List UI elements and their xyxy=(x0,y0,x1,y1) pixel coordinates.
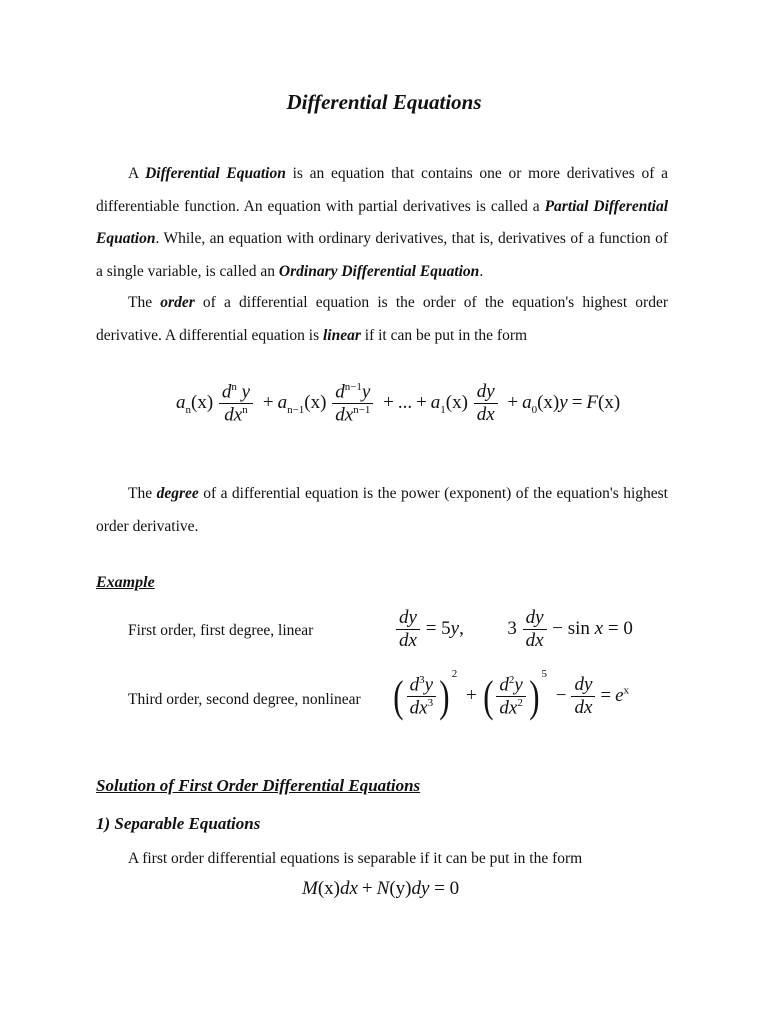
math-operator: = xyxy=(571,392,583,414)
fraction-denominator xyxy=(474,404,498,425)
term-differential-equation: Differential Equation xyxy=(145,165,286,182)
separable-form-equation xyxy=(302,878,459,900)
math-symbol: d xyxy=(499,674,509,696)
math-symbol: N xyxy=(376,878,390,899)
linear-form-equation xyxy=(176,382,620,426)
math-symbol: dy xyxy=(574,674,593,696)
math-subscript: 1 xyxy=(440,403,446,416)
subsection-heading: 1) Separable Equations xyxy=(96,814,261,833)
math-paren: ( xyxy=(482,671,494,721)
math-operator: + xyxy=(466,685,477,706)
fraction-numerator xyxy=(496,675,525,697)
math-superscript: n xyxy=(242,404,248,417)
fraction-denominator xyxy=(332,404,373,425)
math-symbol: d xyxy=(221,381,232,403)
math-superscript: 3 xyxy=(427,697,434,710)
math-symbol: dy xyxy=(476,381,495,403)
math-symbol: dx xyxy=(476,404,495,426)
text-span: The xyxy=(128,485,157,502)
text-span: of a differential equation is the power (exponent) of the equation's highest order derivative. xyxy=(96,485,668,535)
math-operator: − sin xyxy=(552,617,590,639)
math-superscript: 5 xyxy=(541,668,547,680)
math-coefficient: 3 xyxy=(507,617,517,639)
math-symbol: dy xyxy=(525,607,544,628)
math-symbol: (y) xyxy=(389,878,412,899)
separable-text: A first order differential equations is separable if it can be put in the form xyxy=(128,850,583,867)
math-paren: ) xyxy=(529,671,540,721)
fraction xyxy=(407,675,436,719)
fraction-numerator xyxy=(571,675,595,697)
math-operator: + xyxy=(416,392,427,414)
math-subscript: 0 xyxy=(531,403,538,416)
math-symbol: M xyxy=(302,878,318,899)
term-order: order xyxy=(160,294,195,311)
math-symbol: (x) xyxy=(317,878,340,899)
math-symbol: dx xyxy=(339,878,358,899)
math-symbol: e xyxy=(615,685,624,706)
definition-paragraph xyxy=(96,158,668,288)
text-span: A xyxy=(128,165,146,182)
math-symbol: dx xyxy=(224,404,243,426)
example-2-label: Third order, second degree, nonlinear xyxy=(128,691,361,708)
example-heading: Example xyxy=(96,574,155,591)
math-subscript: n−1 xyxy=(287,403,305,416)
math-symbol: y xyxy=(559,392,568,414)
math-superscript: 2 xyxy=(517,697,523,710)
fraction xyxy=(496,675,525,719)
math-superscript: n−1 xyxy=(353,404,371,417)
fraction-denominator xyxy=(396,630,420,651)
term-ordinary-differential-equation: Ordinary Differential Equation xyxy=(278,262,480,280)
text-span: of a differential equation is the order of the equation's highest order derivative. A differential equation is xyxy=(96,294,668,344)
term-degree: degree xyxy=(156,485,199,502)
fraction-numerator xyxy=(332,382,373,404)
math-ellipsis: ... xyxy=(397,392,413,414)
math-symbol: F xyxy=(586,392,599,414)
page-title: Differential Equations xyxy=(286,90,482,114)
math-superscript: n xyxy=(231,381,237,393)
math-symbol: a xyxy=(176,392,186,414)
math-symbol: dy xyxy=(399,607,417,628)
math-punctuation: , xyxy=(459,617,464,639)
example-1-equations xyxy=(395,608,633,651)
math-symbol: a xyxy=(430,392,441,414)
math-subscript: n xyxy=(185,403,191,416)
math-superscript: n−1 xyxy=(344,381,362,393)
fraction-numerator xyxy=(407,675,436,697)
math-symbol: a xyxy=(277,392,288,414)
fraction-denominator xyxy=(407,697,436,718)
math-symbol: (x) xyxy=(304,392,327,414)
math-operator: − xyxy=(555,685,567,706)
fraction xyxy=(571,675,595,718)
example-1-label: First order, first degree, linear xyxy=(128,622,314,639)
fraction-denominator xyxy=(571,697,595,718)
fraction-numerator xyxy=(219,382,253,404)
math-symbol: dx xyxy=(499,697,518,719)
fraction-denominator xyxy=(523,630,547,651)
math-paren: ) xyxy=(439,671,450,721)
math-symbol: (x) xyxy=(598,392,621,414)
text-span: . While, an equation with ordinary derivatives, that is, derivatives of a function of a single variable, is called an xyxy=(96,230,668,280)
math-operator: + xyxy=(383,392,394,414)
fraction xyxy=(474,382,498,425)
example-2-equation xyxy=(391,668,629,719)
math-superscript: 3 xyxy=(419,673,425,686)
math-symbol: dx xyxy=(574,697,593,719)
math-paren: ( xyxy=(393,671,404,721)
math-symbol: dx xyxy=(399,629,417,651)
text-span: . xyxy=(479,262,484,280)
math-symbol: (x) xyxy=(537,392,560,414)
fraction xyxy=(332,382,373,426)
math-operator: + xyxy=(262,392,274,414)
math-operator: = 0 xyxy=(607,617,633,639)
math-symbol: y xyxy=(424,674,434,696)
math-symbol: y xyxy=(450,617,460,639)
fraction xyxy=(219,382,253,426)
math-symbol: (x) xyxy=(445,392,468,414)
text-span: The xyxy=(128,294,161,311)
degree-paragraph xyxy=(96,478,668,543)
math-operator: + xyxy=(361,878,373,899)
math-superscript: 2 xyxy=(508,673,515,686)
fraction-numerator xyxy=(523,608,547,630)
fraction-denominator xyxy=(496,697,525,718)
math-symbol: y xyxy=(361,381,371,403)
math-symbol: dx xyxy=(409,697,428,719)
math-symbol: d xyxy=(409,674,420,696)
math-symbol: d xyxy=(335,381,345,403)
math-symbol: y xyxy=(236,381,251,403)
math-symbol: y xyxy=(514,674,523,696)
math-symbol: a xyxy=(522,392,532,414)
math-operator: + xyxy=(507,392,519,414)
math-operator: = 5 xyxy=(425,617,451,639)
fraction-numerator xyxy=(396,608,420,630)
math-operator: = 0 xyxy=(434,878,460,899)
math-symbol: dx xyxy=(525,629,544,651)
fraction xyxy=(523,608,547,651)
math-symbol: x xyxy=(594,617,604,639)
fraction-numerator xyxy=(474,382,498,404)
section-heading: Solution of First Order Differential Equations xyxy=(96,776,421,795)
term-partial-differential-equation: Partial Differential Equation xyxy=(96,197,669,247)
math-superscript: 2 xyxy=(451,668,458,680)
fraction-denominator xyxy=(221,404,250,425)
fraction xyxy=(396,608,420,651)
math-symbol: (x) xyxy=(191,392,214,414)
math-symbol: dx xyxy=(335,404,354,426)
math-superscript: x xyxy=(623,684,630,697)
order-paragraph xyxy=(96,287,668,352)
text-span: is an equation that contains one or more derivatives of a differentiable function. An equation with partial derivatives is called a xyxy=(96,165,668,215)
math-operator: = xyxy=(600,685,612,706)
math-symbol: dy xyxy=(411,878,430,899)
term-linear: linear xyxy=(322,326,361,344)
text-span: if it can be put in the form xyxy=(360,326,528,344)
